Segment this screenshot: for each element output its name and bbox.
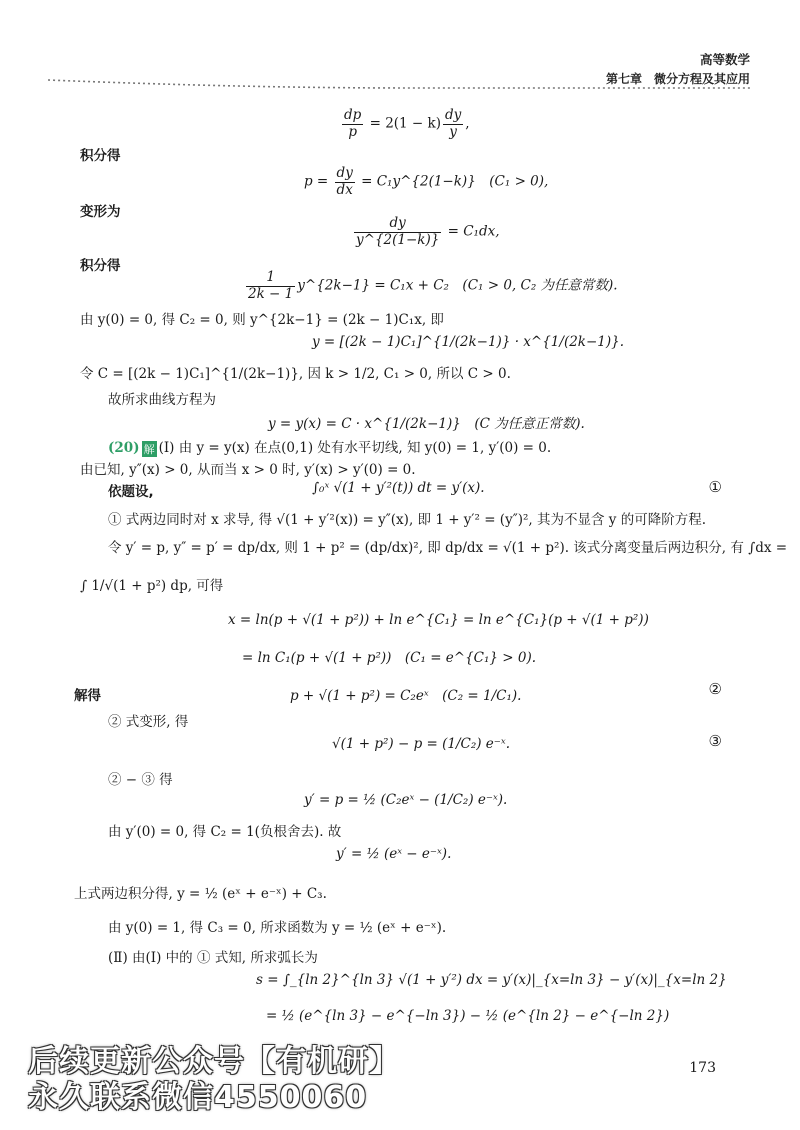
equation-6: y = [(2k − 1)C₁]^{1/(2k−1)} · x^{1/(2k−1)}. [312,334,625,350]
text-line-11: 由已知, y″(x) > 0, 从而当 x > 0 时, y′(x) > y′(0) = 0. [80,462,416,478]
question-20-text: (Ⅰ) 由 y = y(x) 在点(0,1) 处有水平切线, 知 y(0) = 1, y′(0) = 0. [158,440,552,456]
chapter-title: 第七章 微分方程及其应用 [605,72,750,86]
frac-den: dx [336,181,353,198]
header-divider [48,78,750,90]
text-line-27: (Ⅱ) 由(Ⅰ) 中的 ① 式知, 所求弧长为 [108,950,318,966]
eq-end: , [465,115,470,132]
frac-dy-dx [335,166,355,198]
page-number: 173 [689,1060,716,1076]
equation-4 [244,270,618,302]
text-yitishe: 依题设, [108,484,154,500]
equation-17: = ln C₁(p + √(1 + p²)) (C₁ = e^{C₁} > 0). [242,650,537,666]
equation-24: y′ = ½ (eˣ − e⁻ˣ). [336,846,452,862]
text-bianxingwei: 变形为 [80,204,121,220]
frac-den: 2k − 1 [248,285,294,302]
text-line-25: 上式两边积分得, y = ½ (eˣ + e⁻ˣ) + C₃. [74,886,327,902]
equation-18: p + √(1 + p²) = C₂eˣ (C₂ = 1/C₁). [290,688,522,704]
eq-left: p = [304,173,333,190]
text-line-8: 故所求曲线方程为 [108,392,216,408]
equation-tag-2: ② [708,680,722,698]
text-line-13: ① 式两边同时对 x 求导, 得 √(1 + y′²(x)) = y″(x), 即 1 + y′² = (y″)², 其为不显含 y 的可降阶方程. [108,512,706,528]
equation-9: y = y(x) = C · x^{1/(2k−1)} (C 为任意正常数). [268,416,585,432]
equation-28: s = ∫_{ln 2}^{ln 3} √(1 + y′²) dx = y′(x)|_{x=ln 3} − y′(x)|_{x=ln 2} [256,972,727,988]
frac-num: dy [444,107,462,123]
watermark-line-2: 永久联系微信4550060 [28,1080,368,1115]
frac-num: 1 [246,270,295,287]
equation-tag-1: ① [708,478,722,496]
text-line-26: 由 y(0) = 1, 得 C₃ = 0, 所求函数为 y = ½ (eˣ + e⁻ˣ). [108,920,447,936]
frac-dy-y [443,108,463,140]
text-jifende-1: 积分得 [80,148,121,164]
book-title: 高等数学 [699,52,750,67]
eq-right: = C₁y^{2(1−k)} (C₁ > 0), [356,173,549,190]
question-number: (20) [108,440,140,456]
equation-2 [304,166,548,198]
text-jifende-2: 积分得 [80,258,121,274]
text-line-19: ② 式变形, 得 [108,714,189,730]
frac-dp-p [342,108,363,140]
frac-num: dy [354,216,441,233]
equation-16: x = ln(p + √(1 + p²)) + ln e^{C₁} = ln e^{C₁}(p + √(1 + p²)) [228,612,649,628]
frac-1-2k1 [246,270,295,302]
equation-22: y′ = p = ½ (C₂eˣ − (1/C₂) e⁻ˣ). [304,792,508,808]
question-20-start [108,436,551,457]
frac-num: dy [336,165,353,181]
eq-mid: = 2(1 − k) [365,115,441,132]
frac-den: y [449,123,457,140]
watermark-line-1: 后续更新公众号【有机研】 [28,1044,400,1079]
eq-right: y^{2k−1} = C₁x + C₂ (C₁ > 0, C₂ 为任意常数). [297,277,618,294]
text-line-21: ② − ③ 得 [108,772,173,788]
equation-3 [352,216,500,248]
eq-right: = C₁dx, [443,223,500,240]
text-line-5: 由 y(0) = 0, 得 C₂ = 0, 则 y^{2k−1} = (2k − 1)C₁x, 即 [80,312,444,328]
equation-1 [340,108,470,140]
text-line-23: 由 y′(0) = 0, 得 C₂ = 1(负根舍去). 故 [108,824,342,840]
text-line-7: 令 C = [(2k − 1)C₁]^{1/(2k−1)}, 因 k > 1/2, C₁ > 0, 所以 C > 0. [80,366,511,382]
equation-20: √(1 + p²) − p = (1/C₂) e⁻ˣ. [332,736,511,752]
text-line-14: 令 y′ = p, y″ = p′ = dp/dx, 则 1 + p² = (dp/dx)², 即 dp/dx = √(1 + p²). 该式分离变量后两边积分, 有 ∫dx = [108,540,788,556]
frac-den: p [348,123,357,140]
solution-badge: 解 [143,442,155,456]
text-jiede: 解得 [74,688,101,704]
frac-num: dp [344,107,362,123]
text-line-15: ∫ 1/√(1 + p²) dp, 可得 [80,578,224,594]
equation-29: = ½ (e^{ln 3} − e^{−ln 3}) − ½ (e^{ln 2} − e^{−ln 2}) [266,1008,670,1024]
equation-tag-3: ③ [708,732,722,750]
frac-dy-ypow [354,216,441,248]
equation-12: ∫₀ˣ √(1 + y′²(t)) dt = y′(x). [312,480,485,496]
frac-den: y^{2(1−k)} [356,231,440,248]
text-line-12 [108,480,154,500]
